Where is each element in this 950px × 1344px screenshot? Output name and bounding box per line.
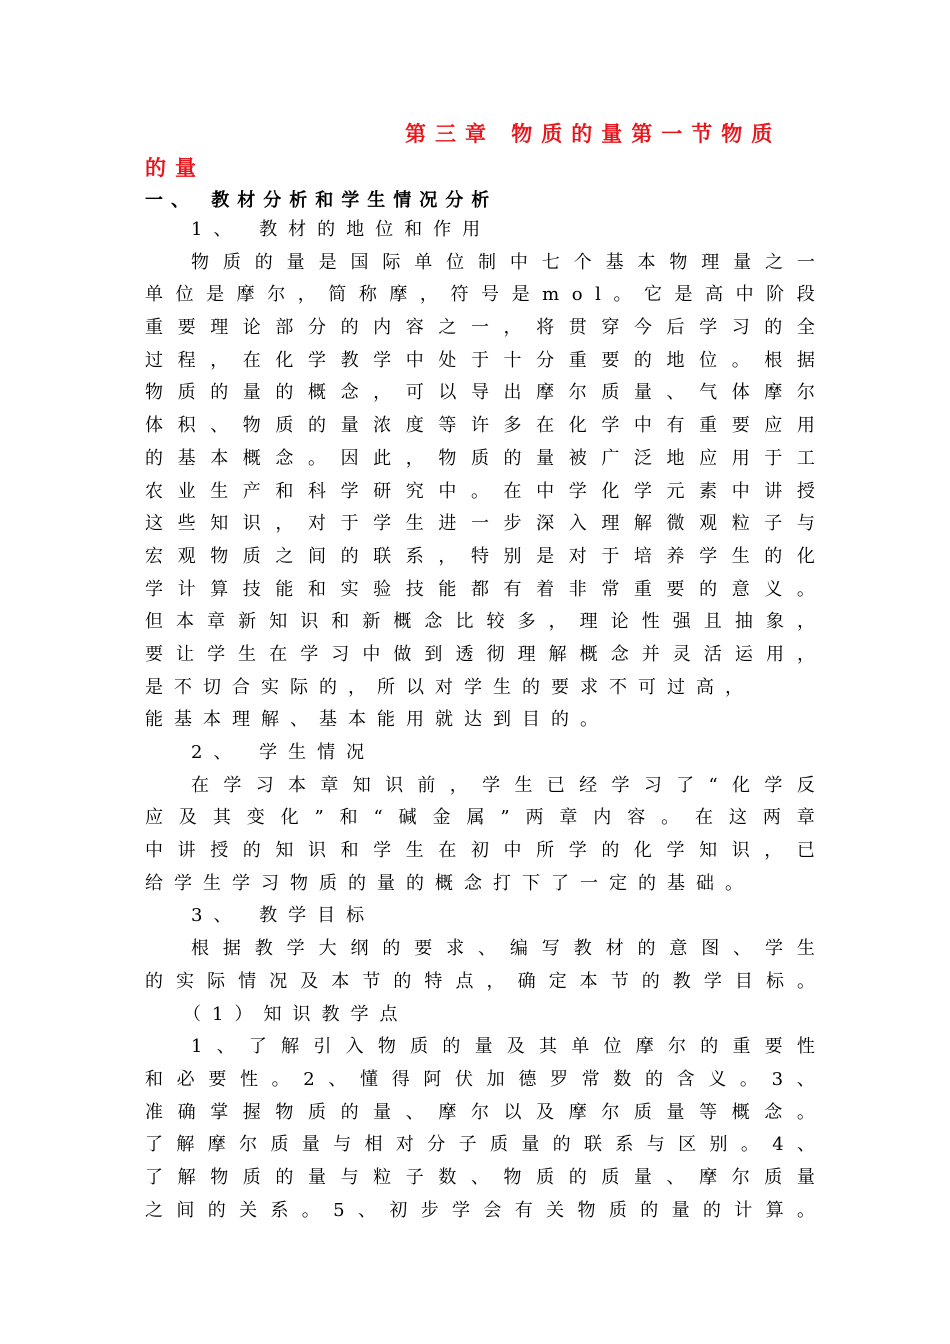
chapter-title: 第三章 物质的量第一节物质 xyxy=(405,121,782,146)
text-line: 但 本 章 新 知 识 和 新 概 念 比 较 多 ， 理 论 性 强 且 抽 象 ， xyxy=(145,611,815,633)
text-line: （1）知识教学点 xyxy=(183,1003,409,1025)
text-line: 的 基 本 概 念 。 因 此 ， 物 质 的 量 被 广 泛 地 应 用 于 工 xyxy=(145,447,815,469)
text-line: 宏 观 物 质 之 间 的 联 系 ， 特 别 是 对 于 培 养 学 生 的 化 xyxy=(145,545,815,567)
text-line: 中 讲 授 的 知 识 和 学 生 在 初 中 所 学 的 化 学 知 识 ， 已 xyxy=(145,840,815,862)
text-line: 2、 学生情况 xyxy=(191,742,376,763)
text-line: 农 业 生 产 和 科 学 研 究 中 。 在 中 学 化 学 元 素 中 讲 授 xyxy=(145,480,815,502)
text-line: 是不切合实际的，所以对学生的要求不可过高， xyxy=(145,676,754,698)
text-line: 给学生学习物质的量的概念打下了一定的基础。 xyxy=(145,872,754,894)
text-line: 了 解 摩 尔 质 量 与 相 对 分 子 质 量 的 联 系 与 区 别 。 4 、 xyxy=(145,1134,815,1156)
text-line: 重 要 理 论 部 分 的 内 容 之 一 ， 将 贯 穿 今 后 学 习 的 全 xyxy=(145,317,815,339)
text-line: 了 解 物 质 的 量 与 粒 子 数 、 物 质 的 质 量 、 摩 尔 质 量 xyxy=(145,1166,815,1188)
text-line: 体 积 、 物 质 的 量 浓 度 等 许 多 在 化 学 中 有 重 要 应 用 xyxy=(145,415,815,437)
text-line: 和 必 要 性 。 2 、 懂 得 阿 伏 加 德 罗 常 数 的 含 义 。 3 、 xyxy=(145,1068,815,1090)
text-line: 过 程 ， 在 化 学 教 学 中 处 于 十 分 重 要 的 地 位 。 根 据 xyxy=(145,349,815,371)
chapter-title-continued: 的量 xyxy=(145,155,205,180)
text-line: 1 、 了 解 引 入 物 质 的 量 及 其 单 位 摩 尔 的 重 要 性 xyxy=(191,1036,815,1058)
text-line: 应 及 其 变 化 ” 和 “ 碱 金 属 ” 两 章 内 容 。 在 这 两 章 xyxy=(145,807,815,829)
text-line: 1、 教材的地位和作用 xyxy=(191,219,492,240)
text-line: 物 质 的 量 的 概 念 ， 可 以 导 出 摩 尔 质 量 、 气 体 摩 尔 xyxy=(145,382,815,404)
text-line: 3、 教学目标 xyxy=(191,905,376,927)
text-line: 单 位 是 摩 尔 ， 简 称 摩 ， 符 号 是 m o l 。 它 是 高 中 阶 段 xyxy=(145,284,815,306)
text-line: 准 确 掌 握 物 质 的 量 、 摩 尔 以 及 摩 尔 质 量 等 概 念 。 xyxy=(145,1101,815,1123)
text-line: 在 学 习 本 章 知 识 前 ， 学 生 已 经 学 习 了 “ 化 学 反 xyxy=(191,774,815,796)
text-line: 物 质 的 量 是 国 际 单 位 制 中 七 个 基 本 物 理 量 之 一 xyxy=(191,251,815,273)
section-heading: 一、 教材分析和学生情况分析 xyxy=(145,190,498,211)
text-line: 的 实 际 情 况 及 本 节 的 特 点 ， 确 定 本 节 的 教 学 目 标 。 xyxy=(145,970,815,992)
text-line: 之 间 的 关 系 。 5 、 初 步 学 会 有 关 物 质 的 量 的 计 算 。 xyxy=(145,1199,815,1221)
text-line: 要 让 学 生 在 学 习 中 做 到 透 彻 理 解 概 念 并 灵 活 运 用 ， xyxy=(145,643,815,665)
text-line: 学 计 算 技 能 和 实 验 技 能 都 有 着 非 常 重 要 的 意 义 。 xyxy=(145,578,815,600)
text-line: 这 些 知 识 ， 对 于 学 生 进 一 步 深 入 理 解 微 观 粒 子 与 xyxy=(145,513,815,535)
text-line: 根 据 教 学 大 纲 的 要 求 、 编 写 教 材 的 意 图 、 学 生 xyxy=(191,938,815,960)
text-line: 能基本理解、基本能用就达到目的。 xyxy=(145,709,609,731)
body-text xyxy=(145,214,815,1227)
